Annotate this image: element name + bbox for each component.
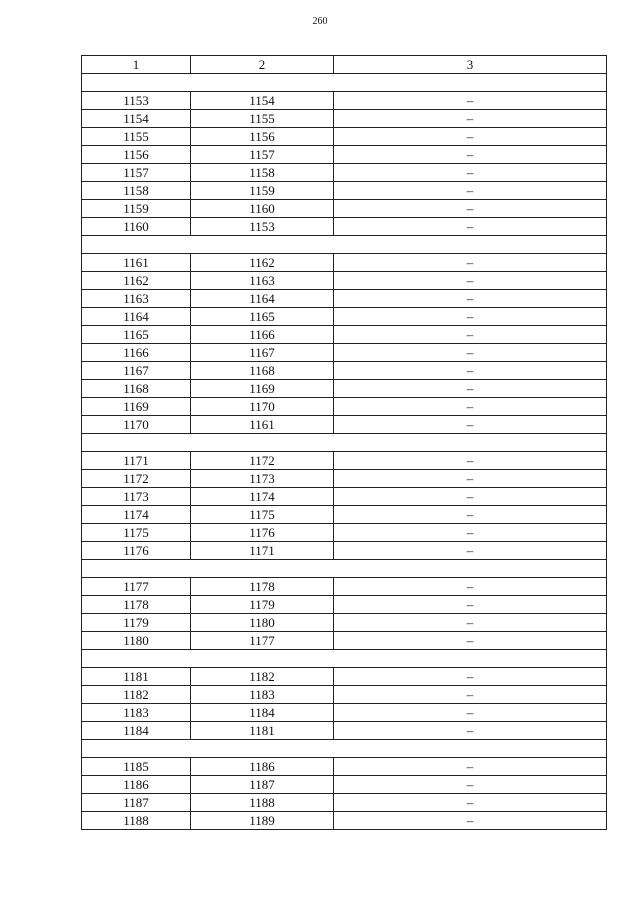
table-cell: 1168 <box>191 362 334 380</box>
table-row <box>82 182 607 200</box>
table-row <box>82 506 607 524</box>
table-cell: 1157 <box>191 146 334 164</box>
table-row <box>82 470 607 488</box>
table-row <box>82 578 607 596</box>
table-cell: 1154 <box>191 92 334 110</box>
table-cell: 1155 <box>82 128 191 146</box>
table-cell: 1167 <box>82 362 191 380</box>
table-cell: – <box>334 812 607 830</box>
table-cell: 1174 <box>191 488 334 506</box>
table-cell: 1174 <box>82 506 191 524</box>
table-cell: 1179 <box>191 596 334 614</box>
table-cell: 1165 <box>82 326 191 344</box>
table-cell: – <box>334 344 607 362</box>
table-row <box>82 812 607 830</box>
table-cell: 1155 <box>191 110 334 128</box>
table-row <box>82 326 607 344</box>
table-cell: – <box>334 218 607 236</box>
table-cell: 1173 <box>191 470 334 488</box>
table-cell: 1180 <box>82 632 191 650</box>
table-cell: – <box>334 596 607 614</box>
table-cell: 1162 <box>82 272 191 290</box>
table-cell: 1164 <box>82 308 191 326</box>
group-separator-cell <box>82 434 607 452</box>
table-cell: – <box>334 542 607 560</box>
table-cell: – <box>334 614 607 632</box>
table-cell: 1159 <box>191 182 334 200</box>
column-header: 3 <box>334 56 607 74</box>
table-cell: – <box>334 452 607 470</box>
table-row <box>82 362 607 380</box>
table-cell: 1183 <box>82 704 191 722</box>
group-separator-cell <box>82 650 607 668</box>
table-cell: 1158 <box>82 182 191 200</box>
table-cell: 1169 <box>191 380 334 398</box>
table-body <box>82 56 607 830</box>
table-cell: 1154 <box>82 110 191 128</box>
table-cell: 1175 <box>82 524 191 542</box>
table-cell: – <box>334 128 607 146</box>
table-cell: 1184 <box>191 704 334 722</box>
table-cell: 1180 <box>191 614 334 632</box>
table-cell: 1169 <box>82 398 191 416</box>
table-row <box>82 542 607 560</box>
table-cell: 1185 <box>82 758 191 776</box>
table-cell: 1162 <box>191 254 334 272</box>
group-separator-cell <box>82 740 607 758</box>
table-cell: 1187 <box>191 776 334 794</box>
table-row <box>82 452 607 470</box>
table-row <box>82 344 607 362</box>
table-cell: 1172 <box>191 452 334 470</box>
table-row <box>82 704 607 722</box>
group-separator-row <box>82 740 607 758</box>
table-row <box>82 290 607 308</box>
table-cell: 1186 <box>82 776 191 794</box>
table-cell: 1166 <box>82 344 191 362</box>
table-cell: – <box>334 326 607 344</box>
table-cell: 1176 <box>191 524 334 542</box>
table-cell: – <box>334 704 607 722</box>
table-row <box>82 776 607 794</box>
table-cell: 1175 <box>191 506 334 524</box>
table-row <box>82 200 607 218</box>
table-row <box>82 614 607 632</box>
table-cell: – <box>334 578 607 596</box>
table-cell: 1161 <box>82 254 191 272</box>
table-cell: 1160 <box>191 200 334 218</box>
table-row <box>82 110 607 128</box>
table-cell: – <box>334 164 607 182</box>
group-separator-cell <box>82 560 607 578</box>
table-cell: 1166 <box>191 326 334 344</box>
table-row <box>82 758 607 776</box>
table-row <box>82 218 607 236</box>
table-cell: 1181 <box>82 668 191 686</box>
table-cell: 1156 <box>82 146 191 164</box>
table-cell: 1181 <box>191 722 334 740</box>
table-row <box>82 92 607 110</box>
table-cell: 1170 <box>82 416 191 434</box>
page-number: 260 <box>312 16 328 27</box>
table-cell: 1171 <box>82 452 191 470</box>
column-header: 2 <box>191 56 334 74</box>
table-cell: – <box>334 92 607 110</box>
table-row <box>82 794 607 812</box>
table-cell: – <box>334 416 607 434</box>
table-cell: 1188 <box>82 812 191 830</box>
group-separator-row <box>82 74 607 92</box>
table-cell: 1159 <box>82 200 191 218</box>
table-cell: – <box>334 146 607 164</box>
table-cell: 1167 <box>191 344 334 362</box>
group-separator-row <box>82 236 607 254</box>
table-cell: – <box>334 110 607 128</box>
table-cell: 1183 <box>191 686 334 704</box>
table-row <box>82 272 607 290</box>
table-cell: – <box>334 308 607 326</box>
group-separator-row <box>82 650 607 668</box>
table-cell: – <box>334 722 607 740</box>
table-cell: – <box>334 470 607 488</box>
table-row <box>82 722 607 740</box>
table-cell: 1187 <box>82 794 191 812</box>
table-cell: – <box>334 254 607 272</box>
group-separator-cell <box>82 236 607 254</box>
table-cell: 1158 <box>191 164 334 182</box>
table-cell: 1163 <box>82 290 191 308</box>
header-row <box>82 56 607 74</box>
table-cell: 1179 <box>82 614 191 632</box>
table-row <box>82 146 607 164</box>
table-cell: – <box>334 668 607 686</box>
table-row <box>82 398 607 416</box>
table-cell: 1165 <box>191 308 334 326</box>
table-cell: – <box>334 380 607 398</box>
table-cell: – <box>334 524 607 542</box>
group-separator-cell <box>82 74 607 92</box>
table-row <box>82 488 607 506</box>
table-row <box>82 254 607 272</box>
table-cell: – <box>334 272 607 290</box>
column-header: 1 <box>82 56 191 74</box>
table-row <box>82 164 607 182</box>
table-cell: – <box>334 200 607 218</box>
table-cell: 1176 <box>82 542 191 560</box>
table-row <box>82 416 607 434</box>
table-cell: 1157 <box>82 164 191 182</box>
table-row <box>82 632 607 650</box>
table-cell: 1186 <box>191 758 334 776</box>
table-cell: 1160 <box>82 218 191 236</box>
table-cell: 1153 <box>82 92 191 110</box>
table-row <box>82 596 607 614</box>
table-row <box>82 308 607 326</box>
table-cell: 1177 <box>191 632 334 650</box>
table-row <box>82 128 607 146</box>
table-cell: – <box>334 290 607 308</box>
table-cell: 1178 <box>82 596 191 614</box>
table-cell: – <box>334 632 607 650</box>
table-cell: – <box>334 776 607 794</box>
table-row <box>82 686 607 704</box>
table-cell: 1153 <box>191 218 334 236</box>
table-row <box>82 668 607 686</box>
table-row <box>82 524 607 542</box>
table-cell: 1178 <box>191 578 334 596</box>
table-cell: – <box>334 398 607 416</box>
table-cell: 1170 <box>191 398 334 416</box>
table-cell: 1189 <box>191 812 334 830</box>
table-cell: – <box>334 182 607 200</box>
table-cell: – <box>334 506 607 524</box>
table-cell: 1182 <box>82 686 191 704</box>
table-cell: 1177 <box>82 578 191 596</box>
table-cell: 1188 <box>191 794 334 812</box>
table-cell: 1168 <box>82 380 191 398</box>
table-cell: 1156 <box>191 128 334 146</box>
table-cell: 1171 <box>191 542 334 560</box>
table-cell: – <box>334 686 607 704</box>
table-cell: – <box>334 794 607 812</box>
table-cell: – <box>334 362 607 380</box>
data-table <box>81 55 607 830</box>
table-cell: 1163 <box>191 272 334 290</box>
table-cell: 1184 <box>82 722 191 740</box>
table-cell: 1173 <box>82 488 191 506</box>
table-cell: 1161 <box>191 416 334 434</box>
table-row <box>82 380 607 398</box>
group-separator-row <box>82 560 607 578</box>
table-cell: 1164 <box>191 290 334 308</box>
table-cell: – <box>334 488 607 506</box>
group-separator-row <box>82 434 607 452</box>
table-cell: 1172 <box>82 470 191 488</box>
table-cell: – <box>334 758 607 776</box>
table-cell: 1182 <box>191 668 334 686</box>
